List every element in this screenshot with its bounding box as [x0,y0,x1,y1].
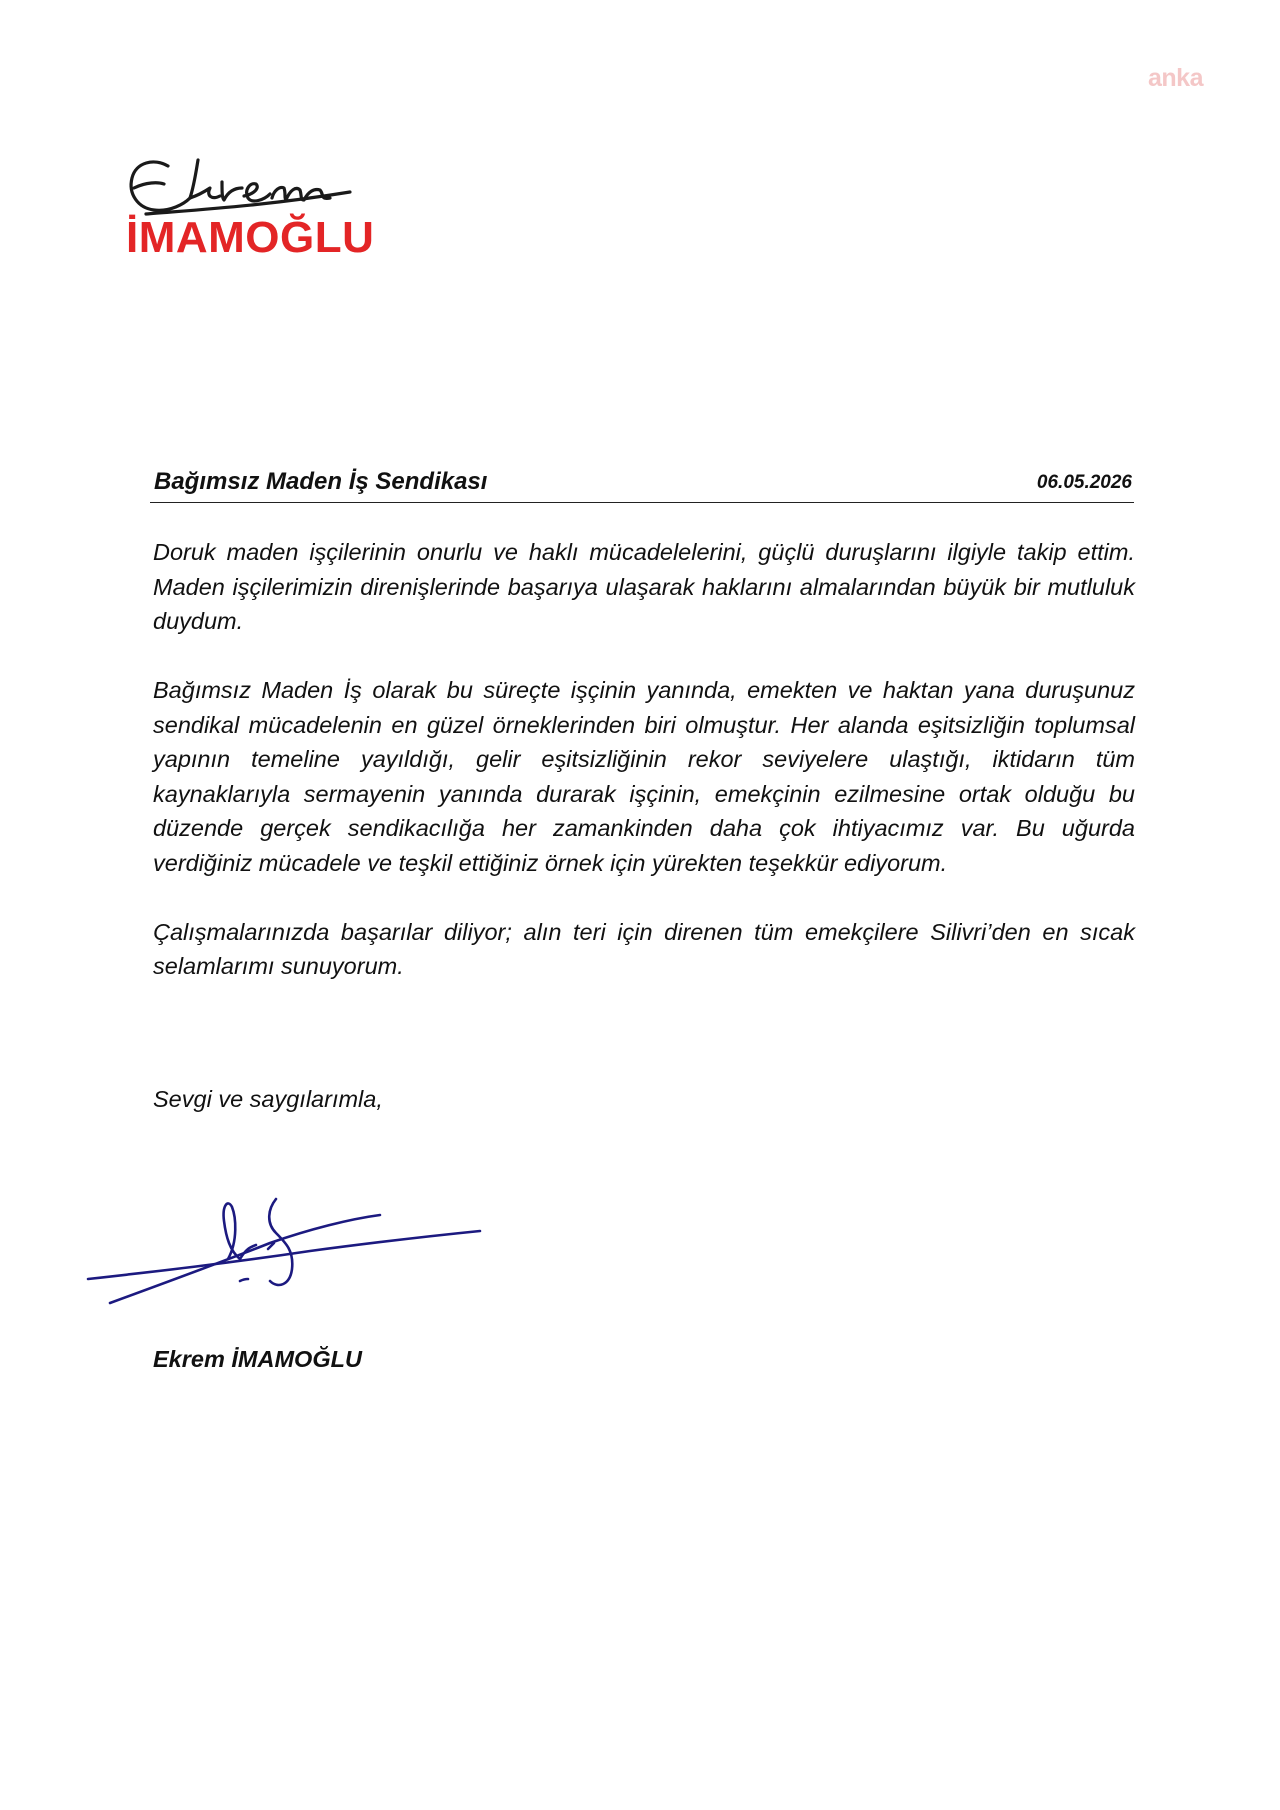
signer-name: Ekrem İMAMOĞLU [153,1346,362,1372]
letter-body [153,535,1135,1018]
body-paragraph-1: Doruk maden işçilerinin onurlu ve haklı mücadelelerini, güçlü duruşlarını ilgiyle takip ettim. Maden işçilerimizin direnişlerinde başarıya ulaşarak haklarını almalarından büyük bir mutluluk duydum. [153,539,1135,634]
handwritten-signature [80,1185,500,1315]
letterhead-logo [124,152,404,262]
body-paragraph-2: Bağımsız Maden İş olarak bu süreçte işçinin yanında, emekten ve haktan yana duruşunuz sendikal mücadelenin en güzel örneklerinden biri olmuştur. Her alanda eşitsizliğin toplumsal yapının temeline yayıldığı, gelir eşitsizliğinin rekor seviyelere ulaştığı, iktidarın tüm kaynaklarıyla sermayenin yanında durarak işçinin, emekçinin ezilmesine ortak olduğu bu düzende gerçek sendikacılığa her zamankinden daha çok ihtiyacımız var. Bu uğurda verdiğiniz mücadele ve teşkil ettiğiniz örnek için yürekten teşekkür ediyorum. [153,677,1135,876]
letter-date: 06.05.2026 [1036,472,1132,493]
logo-surname: İMAMOĞLU [126,213,375,262]
body-paragraph-3: Çalışmalarınızda başarılar diliyor; alın teri için direnen tüm emekçilere Silivri’den en sıcak selamlarımı sunuyorum. [153,918,1135,979]
watermark-anka: anka [1148,64,1203,92]
letter-header [150,462,1134,503]
closing-salutation: Sevgi ve saygılarımla, [153,1086,383,1112]
recipient-title: Bağımsız Maden İş Sendikası [154,468,488,495]
